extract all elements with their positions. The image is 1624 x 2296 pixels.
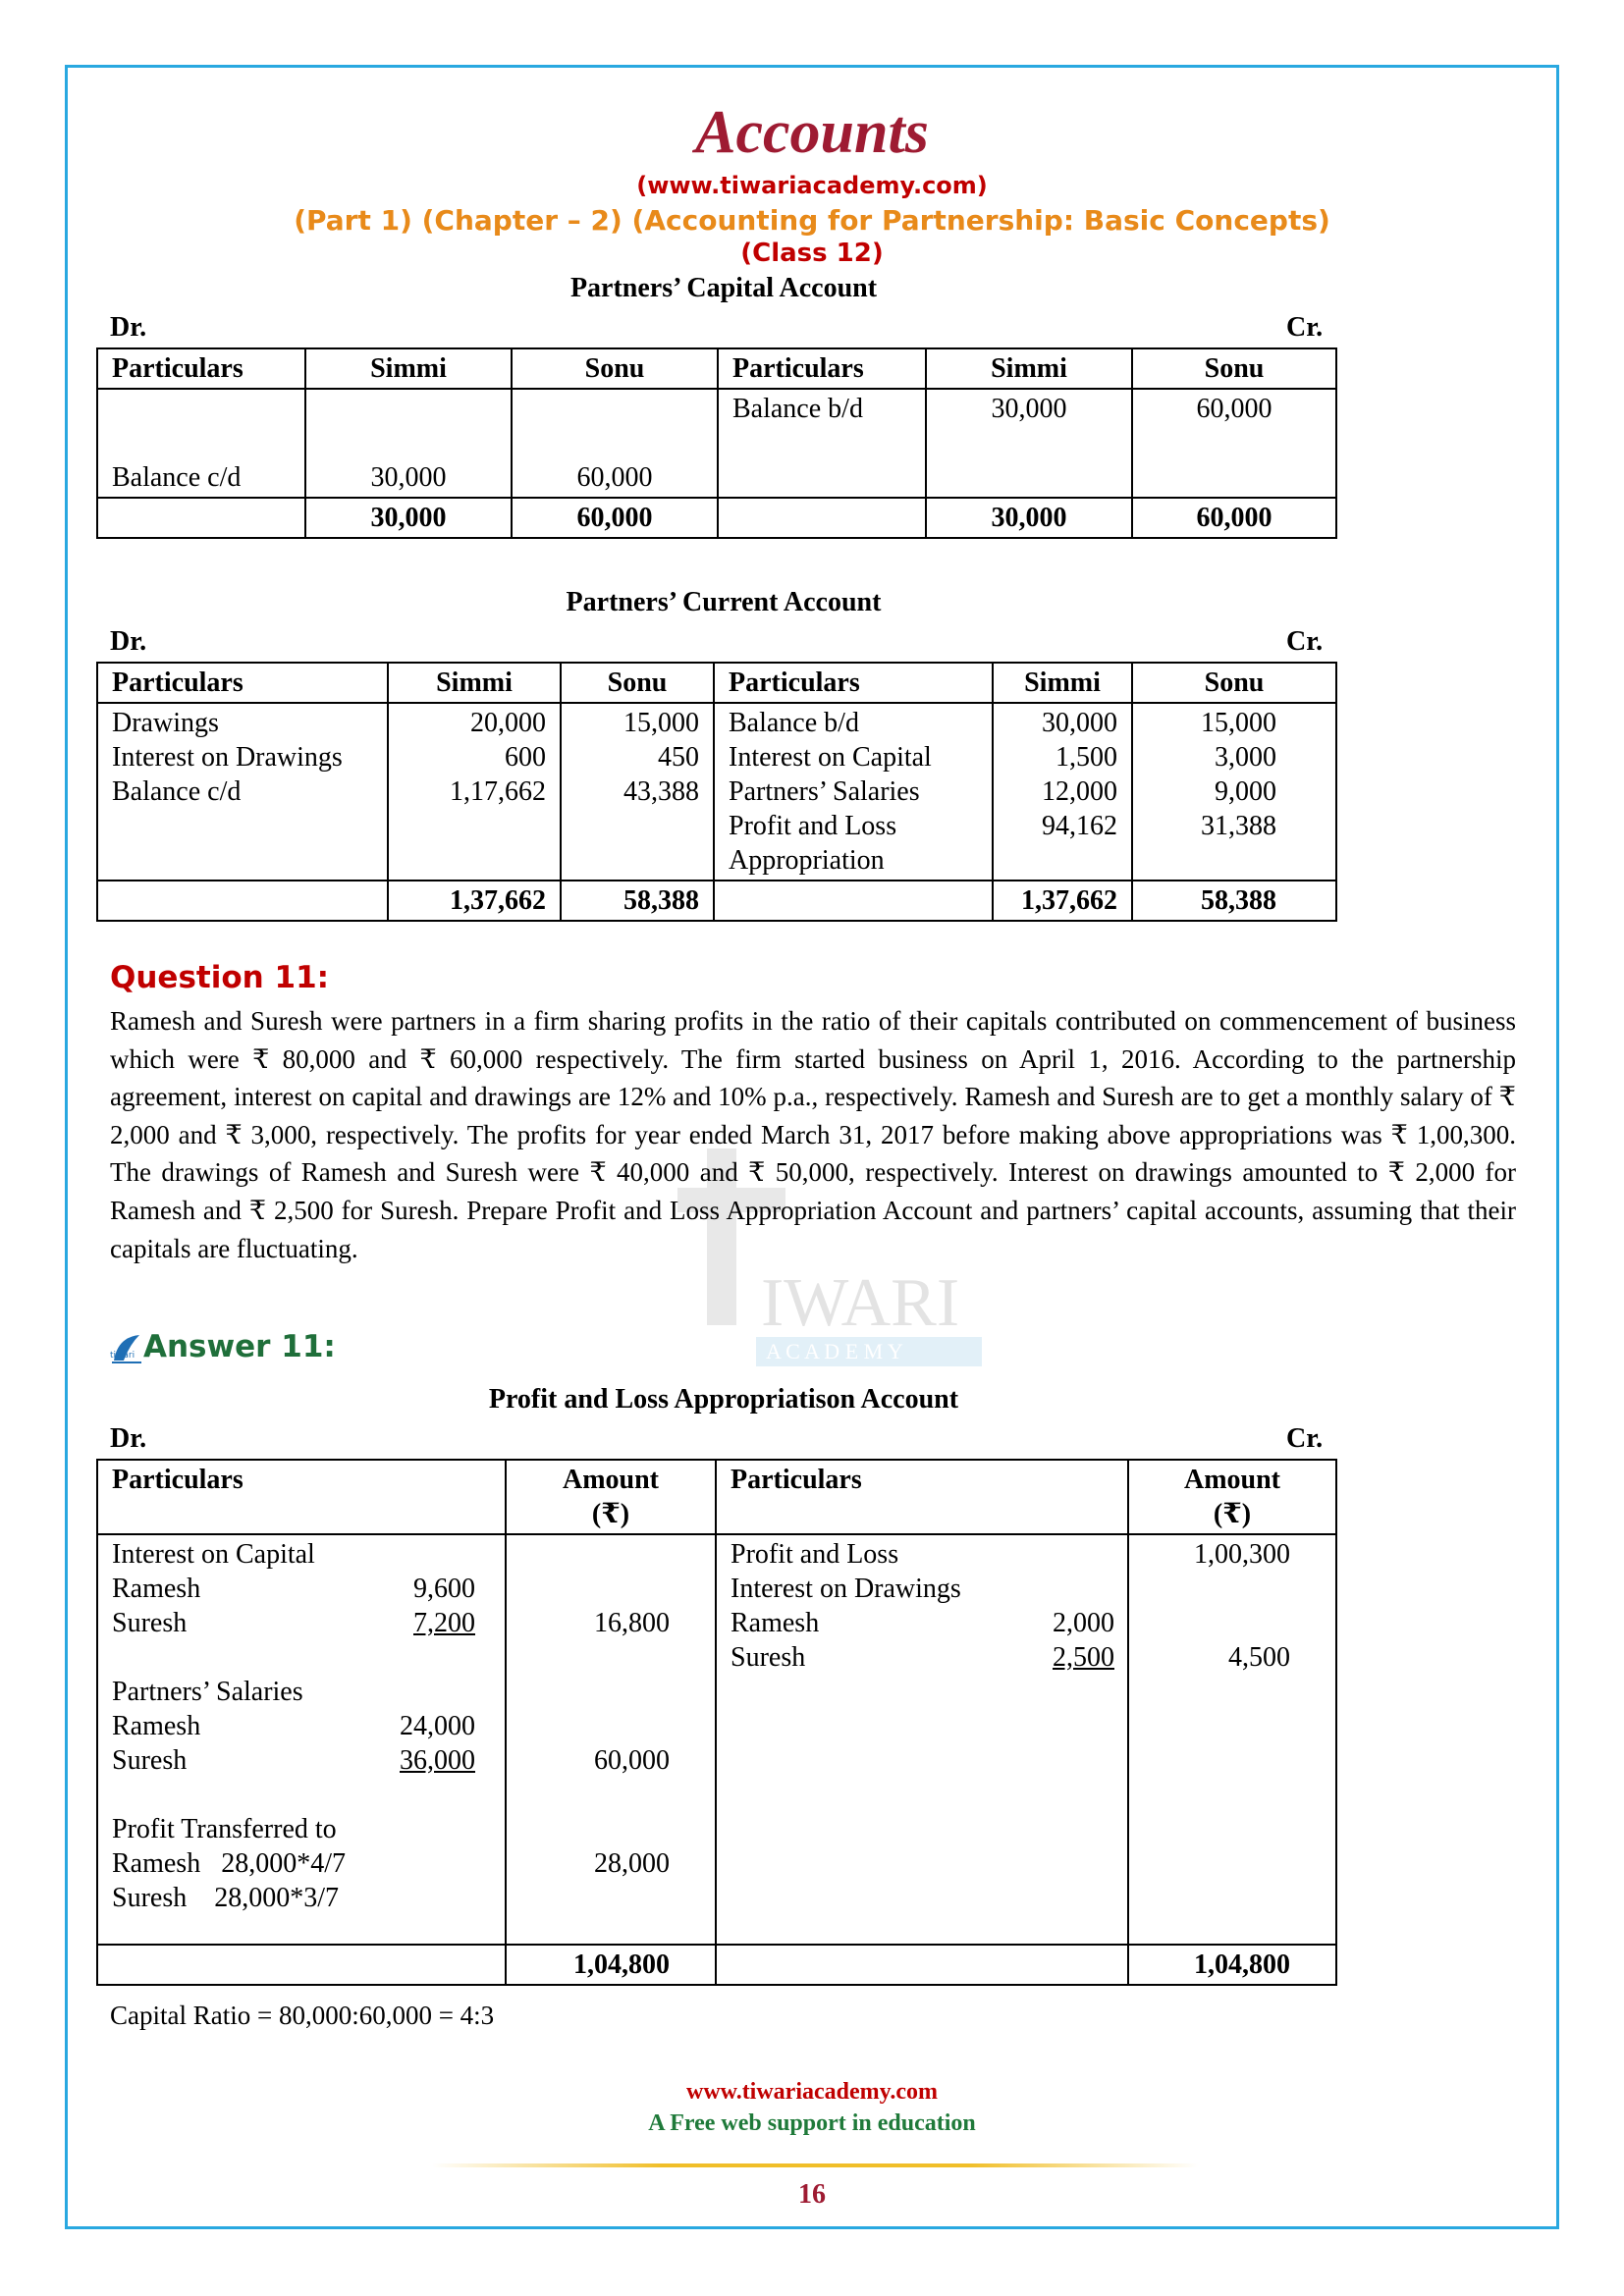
col-header: [1128, 1460, 1336, 1534]
debit-line: [112, 1675, 491, 1709]
credit-sonu: [1147, 843, 1276, 878]
col-header: Particulars: [97, 1460, 506, 1534]
debit-sonu: 15,000: [623, 708, 699, 738]
table-total-row: [97, 881, 1336, 921]
debit-simmi: 1,17,662: [450, 776, 546, 807]
line-label: Profit Transferred to: [112, 1814, 337, 1844]
table-cell: [512, 389, 718, 498]
total-cell: 1,37,662: [388, 881, 561, 921]
col-header: Simmi: [305, 348, 512, 389]
table-cell: [993, 703, 1132, 881]
debit-sonu: 43,388: [623, 776, 699, 807]
debit-particular: Interest on Drawings: [112, 742, 343, 773]
line-label: Suresh: [112, 1608, 188, 1638]
total-cell: 1,04,800: [1128, 1945, 1336, 1985]
debit-particular: Drawings: [112, 708, 219, 738]
tiwari-logo-icon: [110, 1331, 143, 1364]
line-label: Ramesh: [112, 1574, 201, 1604]
debit-line: [112, 1572, 491, 1606]
col-header: Simmi: [388, 663, 561, 703]
debit-line: [112, 1743, 491, 1778]
line-label: Suresh: [112, 1745, 188, 1776]
table-cell: [97, 703, 388, 881]
debit-line: [112, 1846, 491, 1881]
table-cell: [305, 389, 512, 498]
table-cell: [714, 881, 993, 921]
credit-particular: Interest on Capital: [729, 742, 932, 773]
table-cell: [506, 1534, 716, 1945]
credit-sonu: 60,000: [1196, 394, 1272, 424]
debit-simmi: 20,000: [470, 708, 546, 738]
credit-simmi: [1007, 843, 1117, 878]
table-cell: [97, 498, 305, 538]
debit-particular: Balance c/d: [112, 776, 242, 807]
answer-heading: Answer 11:: [143, 1329, 336, 1364]
table-cell: [1132, 389, 1336, 498]
debit-line: [112, 1812, 491, 1846]
appropriation-account-table: [96, 1459, 1337, 1986]
credit-sonu: 15,000: [1201, 708, 1276, 738]
table-cell: [716, 1534, 1128, 1945]
credit-particular: Balance b/d: [729, 708, 859, 738]
table-cell: [388, 703, 561, 881]
credit-particular: Profit and Loss: [729, 811, 897, 841]
page-title: Accounts: [695, 99, 929, 166]
table-total-row: [97, 498, 1336, 538]
total-cell: 58,388: [1132, 881, 1336, 921]
table-header-row: [97, 663, 1336, 703]
logo-caption: tiwari: [110, 1351, 135, 1361]
footer-tagline: A Free web support in education: [648, 2110, 976, 2136]
col-header: Sonu: [512, 348, 718, 389]
capital-ratio: Capital Ratio = 80,000:60,000 = 4:3: [110, 2001, 495, 2030]
total-cell: 30,000: [305, 498, 512, 538]
table-cell: [716, 1945, 1128, 1985]
header-site-link[interactable]: (www.tiwariacademy.com): [636, 172, 988, 199]
line-amount: 60,000: [594, 1745, 670, 1776]
line-sub: 36,000: [400, 1745, 475, 1776]
watermark-text: IWARI: [761, 1265, 960, 1341]
watermark-subtext: A C A D E M Y: [766, 1339, 903, 1363]
line-sub: 24,000: [400, 1711, 475, 1741]
credit-particular: Appropriation: [729, 845, 885, 876]
question-text: Ramesh and Suresh were partners in a firm sharing profits in the ratio of their capitals contributed on commencement of business which were ₹ 80,000 and ₹ 60,000 respectively. The firm started business on April 1, 2016. According to the partnership agreement, interest on capital and drawings are 12% and 10% p.a., respectively. Ramesh and Suresh are to get a monthly salary of ₹ 2,000 and ₹ 3,000, respectively. The profits for year ended March 31, 2017 before making above appropriations was ₹ 1,00,300. The drawings of Ramesh and Suresh were ₹ 40,000 and ₹ 50,000, respectively. Interest on drawings amounted to ₹ 2,000 for Ramesh and ₹ 2,500 for Suresh. Prepare Profit and Loss Appropriation Account and partners’ capital accounts, assuming that their capitals are fluctuating.: [110, 1006, 1516, 1263]
debit-line: [112, 1537, 491, 1572]
credit-line: [731, 1640, 1113, 1675]
line-label: Partners’ Salaries: [112, 1677, 303, 1707]
capital-cr-label: Cr.: [1286, 312, 1324, 343]
debit-line: [112, 1881, 491, 1915]
col-header: [506, 1460, 716, 1534]
line-amount: 16,800: [594, 1608, 670, 1638]
total-cell: 30,000: [926, 498, 1132, 538]
credit-sonu: 31,388: [1201, 811, 1276, 841]
col-header: Simmi: [926, 348, 1132, 389]
table-cell: [561, 703, 714, 881]
current-cr-label: Cr.: [1286, 626, 1324, 657]
table-cell: [97, 1945, 506, 1985]
debit-sonu: 450: [658, 742, 699, 773]
table-header-row: [97, 1460, 1336, 1534]
col-header: Particulars: [97, 663, 388, 703]
total-cell: 60,000: [512, 498, 718, 538]
capital-dr-label: Dr.: [110, 312, 147, 343]
table-header-row: [97, 348, 1336, 389]
table-cell: [97, 389, 305, 498]
line-label: Interest on Drawings: [731, 1574, 961, 1604]
col-header: Simmi: [993, 663, 1132, 703]
col-header: Particulars: [714, 663, 993, 703]
currency-header: (₹): [1213, 1499, 1252, 1529]
footer-site-link[interactable]: www.tiwariacademy.com: [686, 2079, 938, 2105]
table-row: [97, 1534, 1336, 1945]
current-dr-label: Dr.: [110, 626, 147, 657]
credit-simmi: 30,000: [991, 394, 1067, 424]
credit-simmi: 12,000: [1042, 776, 1117, 807]
table-cell: [97, 881, 388, 921]
line-sub: 7,200: [413, 1608, 475, 1638]
current-account-title: Partners’ Current Account: [566, 587, 882, 617]
capital-account-title: Partners’ Capital Account: [569, 273, 878, 303]
credit-simmi: 1,500: [1056, 742, 1117, 773]
col-header: Sonu: [561, 663, 714, 703]
page-number: 16: [798, 2179, 826, 2210]
col-header: Particulars: [97, 348, 305, 389]
line-label: Ramesh: [731, 1608, 820, 1638]
debit-sonu: 60,000: [576, 462, 653, 493]
answer-heading-row: [110, 1329, 336, 1364]
header-class: (Class 12): [740, 239, 884, 268]
credit-line: [731, 1537, 1113, 1572]
question-heading: Question 11:: [110, 960, 330, 995]
current-account-table: [96, 662, 1337, 922]
table-cell: [926, 389, 1132, 498]
total-cell: 1,04,800: [506, 1945, 716, 1985]
table-cell: [1132, 703, 1336, 881]
debit-line: [112, 1709, 491, 1743]
total-cell: 1,37,662: [993, 881, 1132, 921]
line-label: Interest on Capital: [112, 1539, 315, 1570]
table-row: [97, 389, 1336, 498]
debit-line: [112, 1606, 491, 1640]
credit-sonu: 9,000: [1215, 776, 1276, 807]
col-header: Sonu: [1132, 348, 1336, 389]
col-header: Particulars: [716, 1460, 1128, 1534]
appropriation-account-title: Profit and Loss Appropriatison Account: [488, 1384, 959, 1415]
table-cell: [718, 498, 926, 538]
credit-particular: Balance b/d: [732, 394, 863, 424]
table-row: [97, 703, 1336, 881]
header-chapter: (Part 1) (Chapter – 2) (Accounting for Partnership: Basic Concepts): [294, 204, 1330, 237]
line-label: Profit and Loss: [731, 1539, 899, 1570]
line-amount: 1,00,300: [1194, 1539, 1290, 1570]
line-sub: 9,600: [413, 1574, 475, 1604]
line-label: Ramesh: [112, 1711, 201, 1741]
table-cell: [718, 389, 926, 498]
credit-particular: Partners’ Salaries: [729, 776, 920, 807]
line-sub: 2,000: [1053, 1608, 1114, 1638]
appropriation-dr-label: Dr.: [110, 1423, 147, 1454]
line-label: Suresh 28,000*3/7: [112, 1883, 339, 1913]
debit-simmi: 30,000: [370, 462, 447, 493]
footer-divider: [432, 2163, 1198, 2167]
total-cell: 58,388: [561, 881, 714, 921]
credit-sonu: 3,000: [1215, 742, 1276, 773]
debit-particular: Balance c/d: [112, 462, 242, 493]
capital-account-table: [96, 347, 1337, 539]
total-cell: 60,000: [1132, 498, 1336, 538]
table-total-row: [97, 1945, 1336, 1985]
debit-simmi: 600: [505, 742, 546, 773]
line-label: Ramesh 28,000*4/7: [112, 1848, 346, 1879]
amount-header: Amount: [562, 1465, 659, 1495]
col-header: Sonu: [1132, 663, 1336, 703]
amount-header: Amount: [1183, 1465, 1280, 1495]
currency-header: (₹): [591, 1499, 630, 1529]
line-sub: 2,500: [1053, 1642, 1114, 1673]
debit-line: [112, 1640, 491, 1675]
col-header: Particulars: [718, 348, 926, 389]
appropriation-cr-label: Cr.: [1286, 1423, 1324, 1454]
line-amount: 4,500: [1228, 1642, 1290, 1673]
debit-line: [112, 1778, 491, 1812]
credit-line: [731, 1572, 1113, 1606]
table-cell: [97, 1534, 506, 1945]
line-amount: 28,000: [594, 1848, 670, 1879]
credit-simmi: 30,000: [1042, 708, 1117, 738]
table-cell: [1128, 1534, 1336, 1945]
credit-simmi: 94,162: [1042, 811, 1117, 841]
line-label: Suresh: [731, 1642, 806, 1673]
table-cell: [714, 703, 993, 881]
credit-line: [731, 1606, 1113, 1640]
